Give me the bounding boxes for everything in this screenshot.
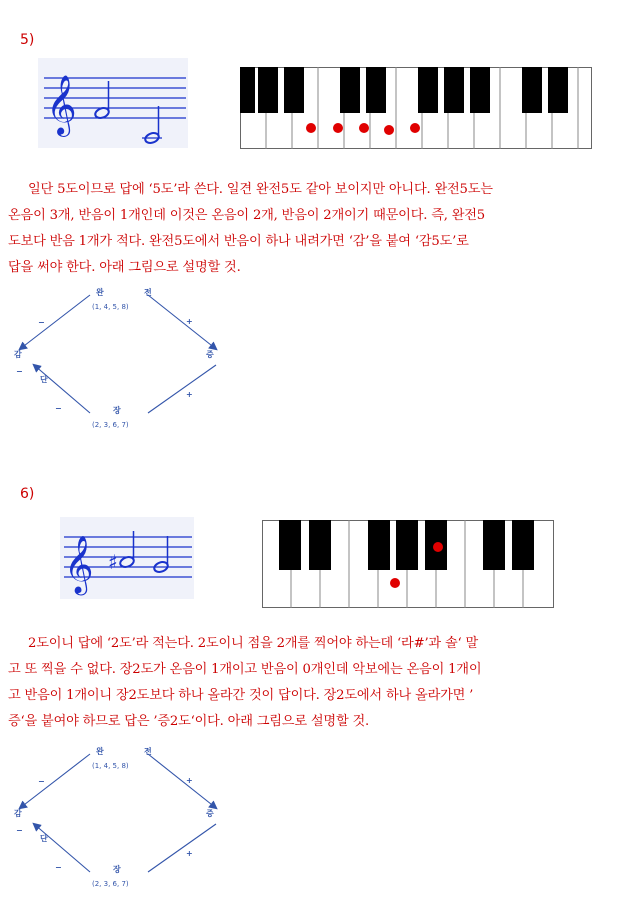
problem-number-6: 6) — [20, 486, 35, 502]
staff-notation-6 — [60, 517, 194, 599]
staff-notation-5 — [38, 58, 188, 148]
paragraph-line: 고 또 찍을 수 없다. 장2도가 온음이 1개이고 반음이 0개인데 악보에는 온음이 1개이 — [8, 662, 482, 677]
explanation-paragraph-5 — [8, 177, 638, 281]
minus-sign: − — [38, 318, 45, 327]
plus-sign: + — [186, 317, 193, 326]
problem-number-5: 5) — [20, 32, 35, 48]
label-jeung: 증 — [206, 809, 214, 818]
interval-diagram-6 — [8, 742, 233, 897]
sharp-icon: ♯ — [108, 550, 118, 574]
minus-sign: − — [55, 404, 62, 413]
paragraph-line: 고 반음이 1개이니 장2도보다 하나 올라간 것이 답이다. 장2도에서 하나 올라가면 ’ — [8, 688, 474, 703]
explanation-paragraph-6 — [8, 631, 638, 735]
piano-keyboard-6 — [262, 520, 554, 608]
label-top-numbers: (1, 4, 5, 8) — [92, 303, 129, 311]
paragraph-line: 증‘을 붙여야 하므로 답은 ’증2도‘이다. 아래 그림으로 설명할 것. — [8, 714, 370, 729]
label-gam: 감 — [14, 809, 22, 818]
label-gam: 감 — [14, 350, 22, 359]
paragraph-line: 일단 5도이므로 답에 ‘5도’라 쓴다. 일견 완전5도 같아 보이지만 아니다. 완전5도는 — [28, 182, 493, 197]
label-dan: 단 — [40, 834, 48, 843]
treble-clef-icon: 𝄞 — [46, 75, 77, 135]
minus-sign: − — [16, 367, 23, 376]
interval-diagram-5 — [8, 283, 233, 438]
plus-sign: + — [186, 849, 193, 858]
paragraph-line: 답을 써야 한다. 아래 그림으로 설명할 것. — [8, 260, 241, 275]
label-jeon: 전 — [144, 288, 152, 297]
label-jang: 장 — [113, 406, 121, 415]
plus-sign: + — [186, 776, 193, 785]
paragraph-line: 도보다 반음 1개가 적다. 완전5도에서 반음이 하나 내려가면 ‘감’을 붙여 ‘감5도’로 — [8, 234, 469, 249]
piano-keyboard-5 — [240, 67, 592, 149]
label-jeon: 전 — [144, 747, 152, 756]
label-top-numbers: (1, 4, 5, 8) — [92, 762, 129, 770]
label-jang: 장 — [113, 865, 121, 874]
label-dan: 단 — [40, 375, 48, 384]
paragraph-line: 2도이니 답에 ‘2도’라 적는다. 2도이니 점을 2개를 찍어야 하는데 ‘라#’과 솔‘ 말 — [28, 636, 479, 651]
treble-clef-icon: 𝄞 — [64, 535, 94, 593]
label-jeung: 증 — [206, 350, 214, 359]
paragraph-line: 온음이 3개, 반음이 1개인데 이것은 온음이 2개, 반음이 2개이기 때문이다. 즉, 완전5 — [8, 208, 486, 223]
label-wan: 완 — [96, 288, 104, 297]
minus-sign: − — [38, 777, 45, 786]
minus-sign: − — [16, 826, 23, 835]
minus-sign: − — [55, 863, 62, 872]
label-bottom-numbers: (2, 3, 6, 7) — [92, 880, 129, 888]
label-wan: 완 — [96, 747, 104, 756]
plus-sign: + — [186, 390, 193, 399]
label-bottom-numbers: (2, 3, 6, 7) — [92, 421, 129, 429]
